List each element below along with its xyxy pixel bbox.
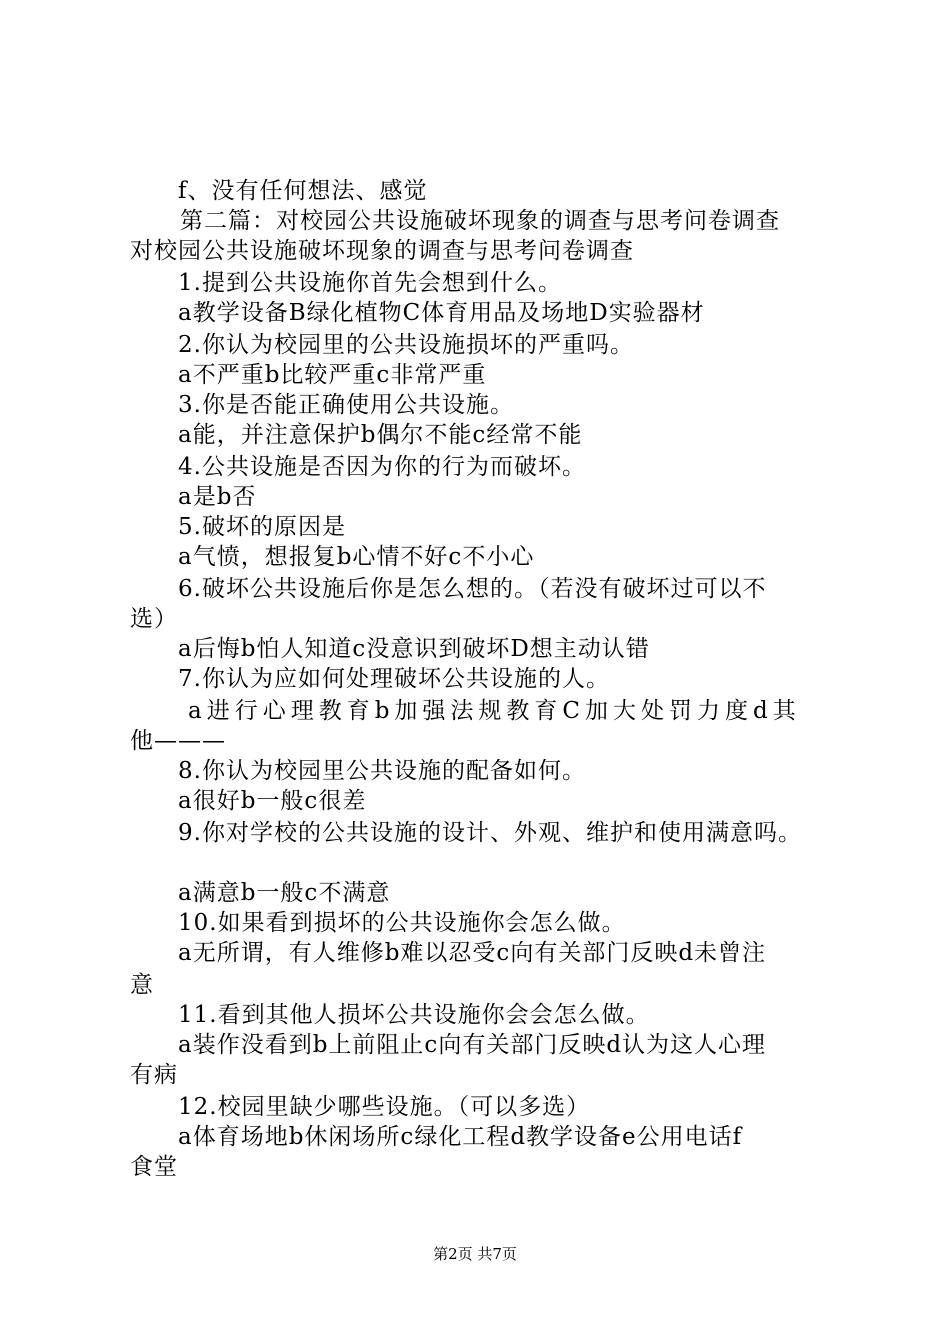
question-7-options: a进行心理教育b加强法规教育C加大处罚力度d其 bbox=[188, 698, 801, 724]
question-9-options: a满意b一般c不满意 bbox=[178, 880, 391, 906]
question-4-options: a是b否 bbox=[178, 484, 257, 510]
section-heading: 第二篇：对校园公共设施破坏现象的调查与思考问卷调查 bbox=[180, 208, 780, 234]
question-8: 8.你认为校园里公共设施的配备如何。 bbox=[178, 758, 586, 784]
question-11-options: a装作没看到b上前阻止c向有关部门反映d认为这人心理 bbox=[178, 1032, 767, 1058]
question-6-continued: 选） bbox=[130, 606, 178, 632]
question-2-options: a不严重b比较严重c非常严重 bbox=[178, 362, 487, 388]
question-2: 2.你认为校园里的公共设施损坏的严重吗。 bbox=[178, 332, 634, 358]
question-12: 12.校园里缺少哪些设施。（可以多选） bbox=[178, 1094, 591, 1120]
text-line: f、没有任何想法、感觉 bbox=[178, 178, 428, 204]
question-11: 11.看到其他人损坏公共设施你会会怎么做。 bbox=[178, 1002, 650, 1028]
question-5-options: a气愤，想报复b心情不好c不小心 bbox=[178, 544, 535, 570]
question-10-options: a无所谓，有人维修b难以忍受c向有关部门反映d未曾注 bbox=[178, 940, 767, 966]
question-4: 4.公共设施是否因为你的行为而破坏。 bbox=[178, 454, 586, 480]
question-10-options-continued: 意 bbox=[130, 972, 154, 998]
survey-title: 对校园公共设施破坏现象的调查与思考问卷调查 bbox=[130, 238, 634, 264]
question-3: 3.你是否能正确使用公共设施。 bbox=[178, 392, 514, 418]
question-1: 1.提到公共设施你首先会想到什么。 bbox=[178, 270, 562, 296]
question-7-options-continued: 他——— bbox=[130, 728, 226, 754]
question-6-options: a后悔b怕人知道c没意识到破坏D想主动认错 bbox=[178, 636, 650, 662]
question-8-options: a很好b一般c很差 bbox=[178, 788, 367, 814]
question-12-options-continued: 食堂 bbox=[130, 1154, 178, 1180]
question-6: 6.破坏公共设施后你是怎么想的。（若没有破坏过可以不 bbox=[178, 576, 767, 602]
question-9: 9.你对学校的公共设施的设计、外观、维护和使用满意吗。 bbox=[178, 820, 802, 846]
question-11-options-continued: 有病 bbox=[130, 1062, 178, 1088]
question-10: 10.如果看到损坏的公共设施你会怎么做。 bbox=[178, 910, 626, 936]
question-7: 7.你认为应如何处理破坏公共设施的人。 bbox=[178, 666, 610, 692]
page-number-footer: 第2页 共7页 bbox=[433, 1245, 517, 1263]
question-1-options: a教学设备B绿化植物C体育用品及场地D实验器材 bbox=[178, 300, 705, 326]
question-3-options: a能，并注意保护b偶尔不能c经常不能 bbox=[178, 422, 583, 448]
question-12-options: a体育场地b休闲场所c绿化工程d教学设备e公用电话f bbox=[178, 1124, 743, 1150]
question-5: 5.破坏的原因是 bbox=[178, 514, 346, 540]
